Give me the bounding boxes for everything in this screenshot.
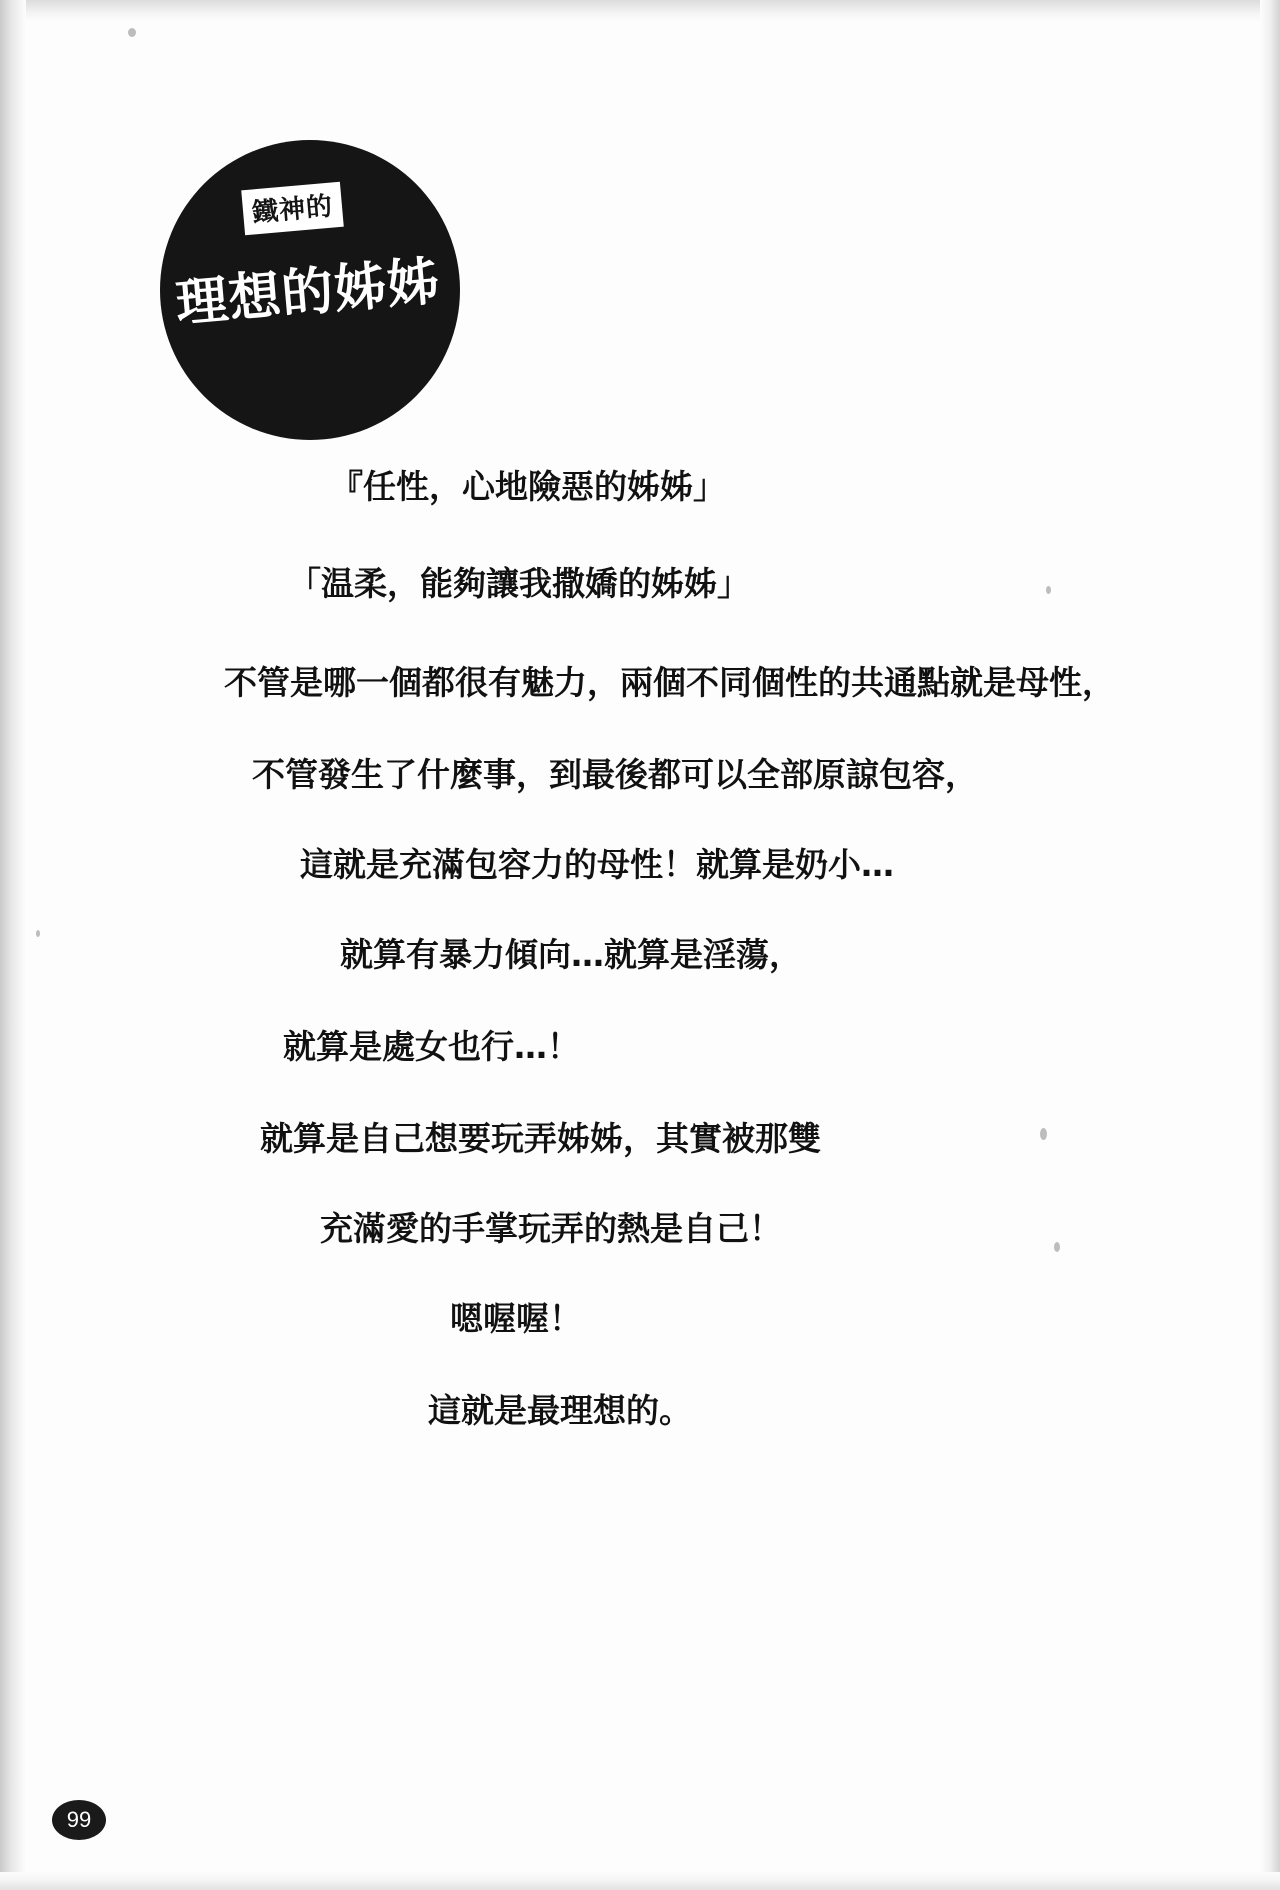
body-line: 充滿愛的手掌玩弄的熱是自己！: [320, 1209, 782, 1248]
scan-edge-left: [0, 0, 26, 1890]
scan-speck: [1040, 1128, 1047, 1140]
badge-kicker-label: 鐵神的: [241, 182, 344, 235]
body-line: 就算有暴力傾向…就算是淫蕩，: [340, 935, 802, 974]
body-line: 這就是充滿包容力的母性！就算是奶小…: [300, 845, 894, 884]
scan-speck: [36, 930, 40, 937]
body-line: 嗯喔喔！: [450, 1299, 582, 1338]
body-line: 就算是自己想要玩弄姊姊，其實被那雙: [260, 1119, 821, 1158]
body-line: 不管發生了什麼事，到最後都可以全部原諒包容，: [252, 755, 978, 794]
page-number: 99: [52, 1800, 106, 1840]
scan-speck: [1046, 586, 1051, 594]
body-line: 『任性，心地險惡的姊姊」: [330, 467, 726, 506]
scan-edge-right: [1260, 0, 1280, 1890]
scan-edge-bottom: [0, 1872, 1280, 1890]
body-line: 這就是最理想的。: [428, 1391, 692, 1430]
badge-title-label: 理想的姊姊: [173, 251, 443, 335]
body-line: 不管是哪一個都很有魅力，兩個不同個性的共通點就是母性，: [224, 663, 1115, 702]
body-line: 就算是處女也行…！: [283, 1027, 580, 1066]
scan-speck: [128, 28, 136, 37]
body-line: 「温柔，能夠讓我撒嬌的姊姊」: [288, 564, 750, 603]
scan-speck: [1054, 1242, 1060, 1252]
scan-edge-top: [0, 0, 1280, 22]
